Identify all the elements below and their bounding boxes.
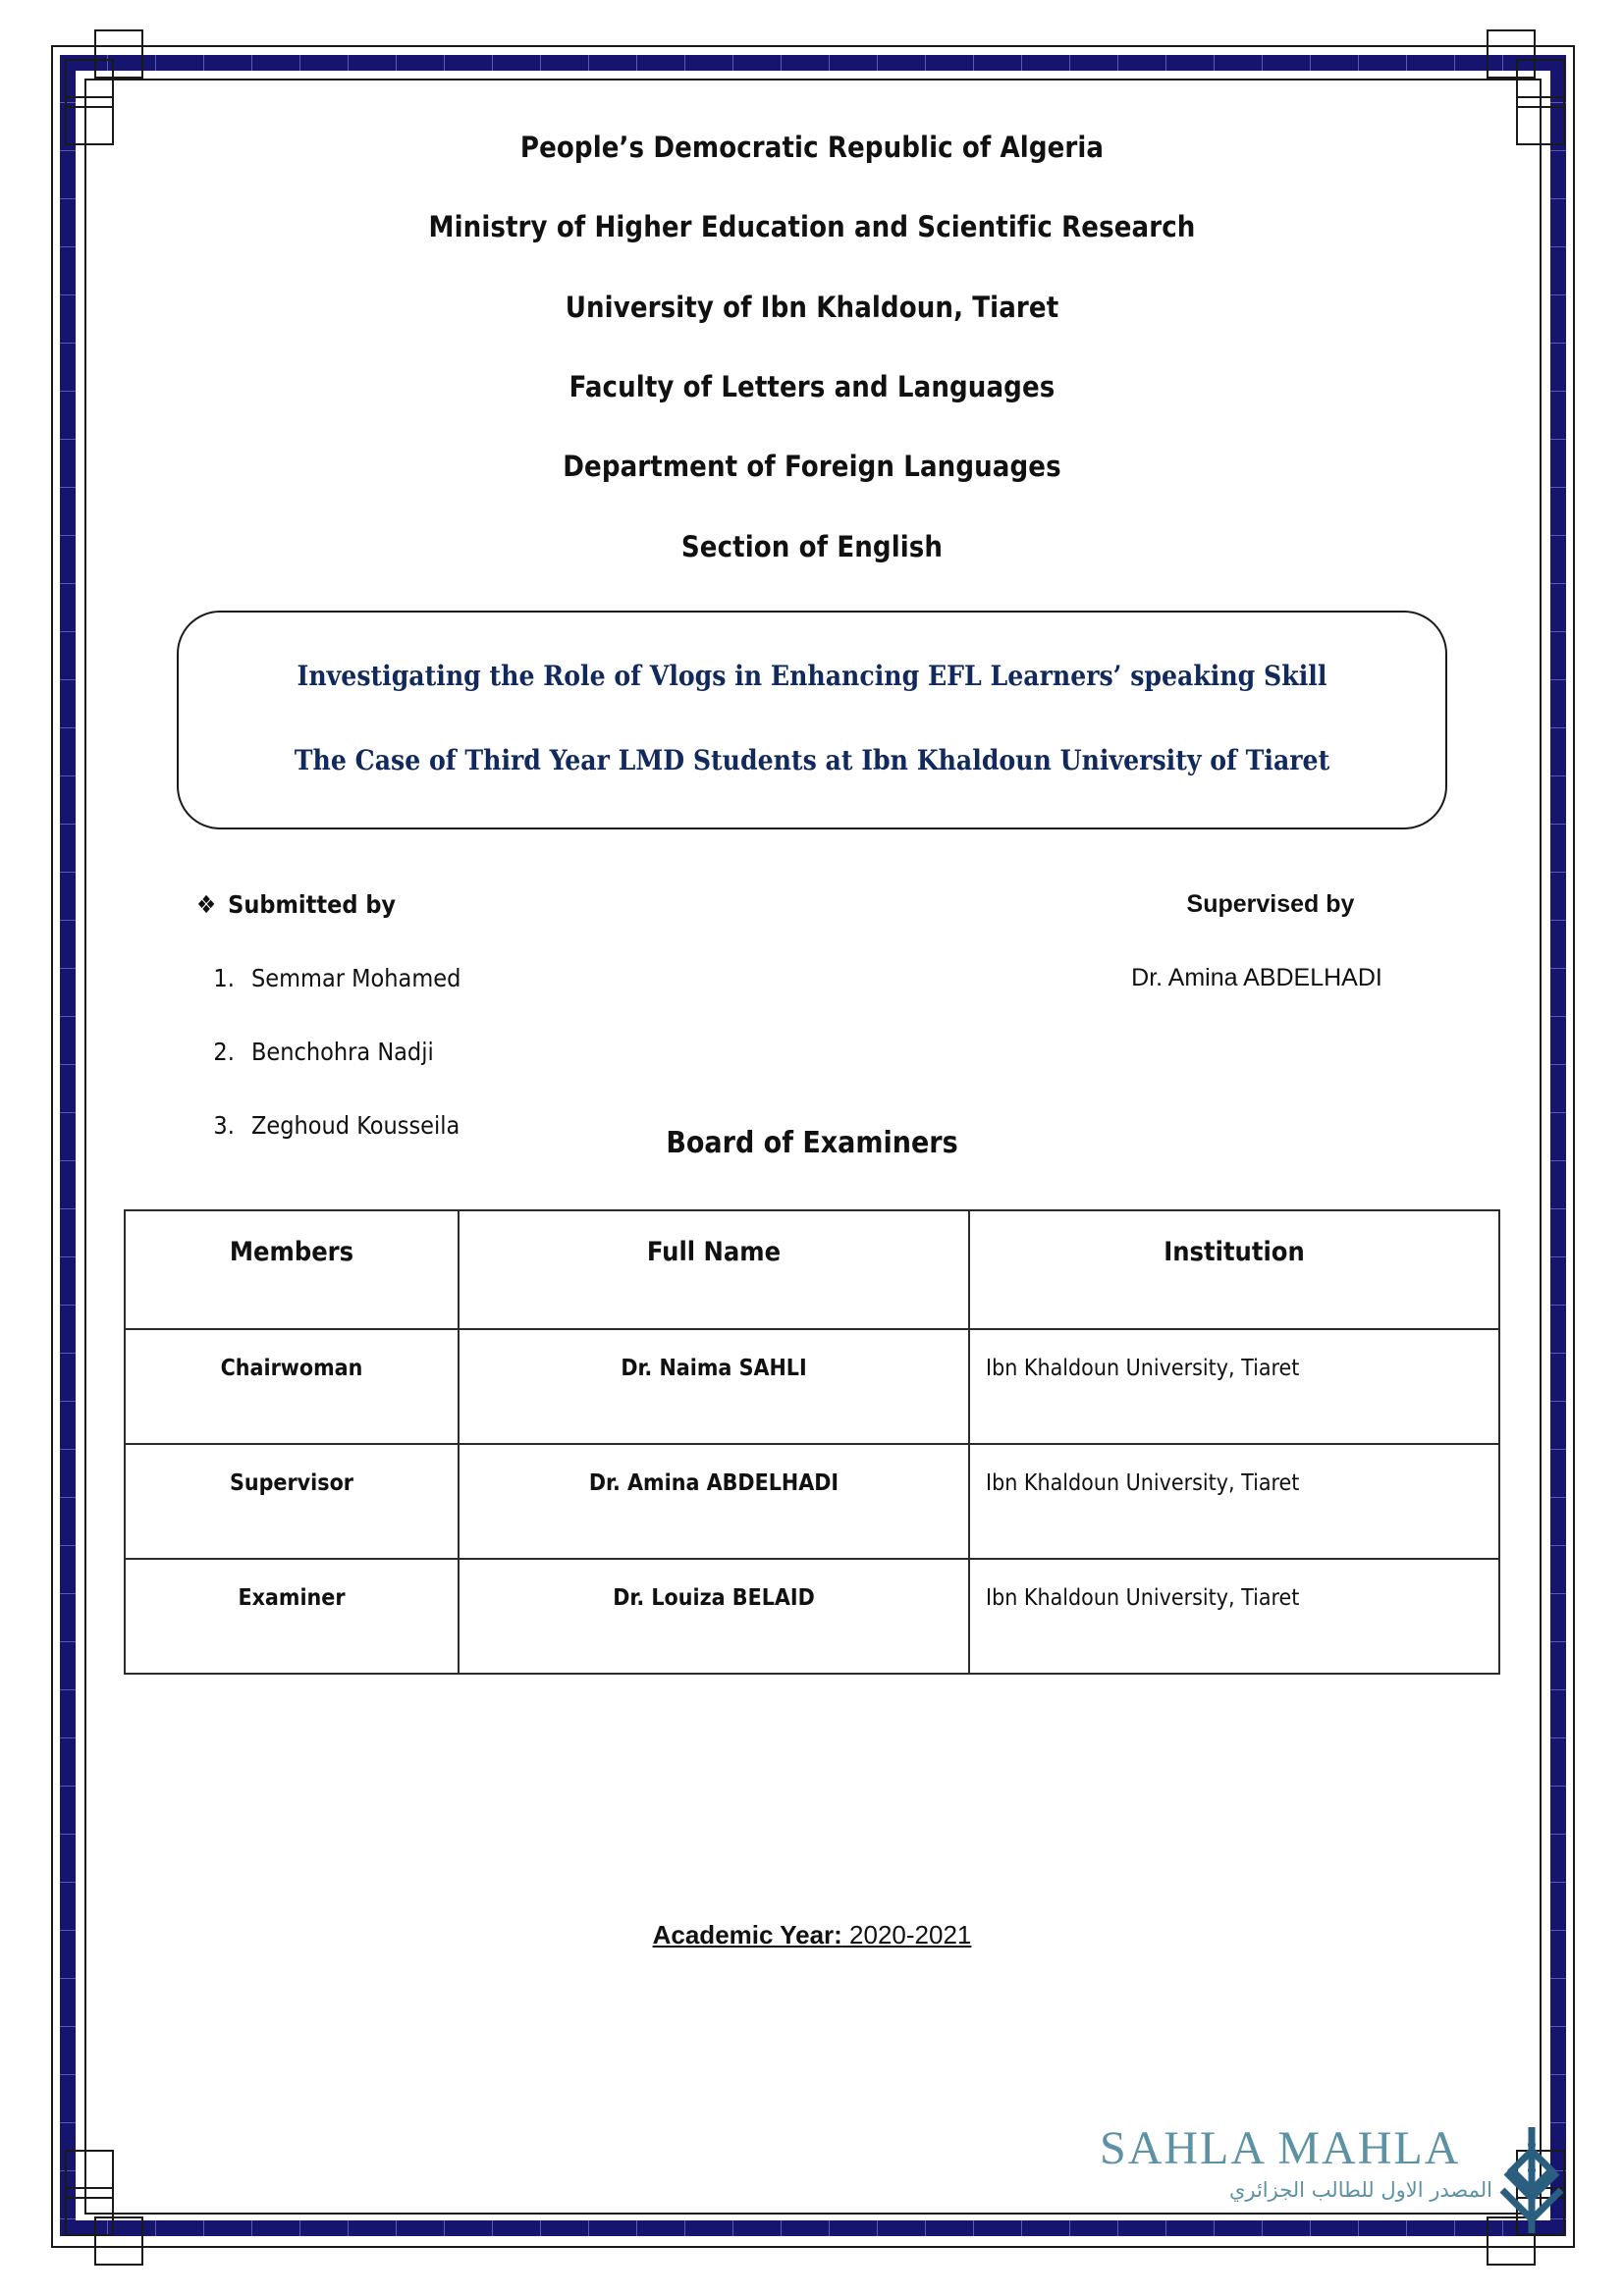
student-list [196,964,825,1140]
academic-year-label: Academic Year: [652,1920,842,1950]
watermark-arabic-tagline: المصدر الاول للطالب الجزائري [1228,2178,1492,2202]
cell-institution: Ibn Khaldoun University, Tiaret [969,1444,1499,1559]
sahla-mahla-logo-icon [1485,2121,1579,2244]
list-item [242,964,825,992]
table-row [125,1329,1499,1444]
cell-full-name: Dr. Naima SAHLI [459,1329,969,1444]
corner-square-tl-b [94,29,143,79]
cell-full-name: Dr. Amina ABDELHADI [459,1444,969,1559]
cell-member: Chairwoman [125,1329,459,1444]
cell-member: Supervisor [125,1444,459,1559]
supervised-by-label: Supervised by [1186,890,1355,919]
border-rule-outer-left [51,45,53,2248]
board-of-examiners-title: Board of Examiners [666,1126,958,1161]
sahla-mahla-watermark [1100,2122,1561,2243]
cell-member: Examiner [125,1559,459,1674]
border-rule-outer-right [1573,45,1575,2248]
corner-square-tr-b [1487,29,1536,79]
list-item [242,1111,825,1140]
border-rule-outer-bottom [51,2246,1575,2248]
contributors-section [108,890,1516,1141]
thesis-title-subtitle: The Case of Third Year LMD Students at Ibn Khaldoun University of Tiaret [294,743,1330,776]
table-row [125,1559,1499,1674]
cell-institution: Ibn Khaldoun University, Tiaret [969,1329,1499,1444]
student-name: Benchohra Nadji [251,1038,434,1067]
supervised-by-column [1021,890,1492,992]
academic-year-value: 2020-2021 [849,1920,972,1950]
institution-line-university: University of Ibn Khaldoun, Tiaret [565,290,1059,324]
border-band-right [1550,55,1566,2236]
institution-line-faculty: Faculty of Letters and Languages [568,370,1056,404]
corner-square-tr-c [1516,96,1565,145]
corner-square-tr-a [1516,59,1565,108]
submitted-by-heading [196,890,825,919]
corner-square-bl-a [65,2187,114,2236]
corner-square-bl-b [94,2216,143,2266]
student-name: Zeghoud Kousseila [251,1111,460,1141]
border-rule-inner-left [84,79,86,2215]
submitted-by-label: Submitted by [228,890,397,920]
submitted-by-column [196,890,825,1185]
column-header-members: Members [125,1210,459,1329]
column-header-full-name: Full Name [459,1210,969,1329]
list-item [242,1038,825,1066]
watermark-brand-text: SAHLA MAHLA [1100,2122,1461,2174]
column-header-institution: Institution [969,1210,1499,1329]
diamond-bullet-icon: ❖ [196,890,217,920]
table-row [125,1444,1499,1559]
border-rule-outer-top [51,45,1575,47]
corner-square-bl-c [65,2150,114,2199]
institution-line-department: Department of Foreign Languages [563,450,1061,484]
thesis-title-box [177,611,1447,829]
border-band-top [60,55,1566,71]
student-name: Semmar Mohamed [251,964,461,993]
institution-line-section: Section of English [680,529,944,563]
institution-line-country: People’s Democratic Republic of Algeria [519,131,1105,164]
table-header-row [125,1210,1499,1329]
border-rule-inner-top [84,79,1542,80]
cell-full-name: Dr. Louiza BELAID [459,1559,969,1674]
corner-square-tl-c [65,96,114,145]
cell-institution: Ibn Khaldoun University, Tiaret [969,1559,1499,1674]
supervisor-name: Dr. Amina ABDELHADI [1131,964,1382,992]
border-rule-inner-right [1540,79,1542,2215]
corner-square-tl-a [65,59,114,108]
academic-year-line [108,1920,1516,1950]
thesis-title-main: Investigating the Role of Vlogs in Enhancing EFL Learners’ speaking Skill [297,660,1327,693]
document-content [108,108,1516,1950]
institution-line-ministry: Ministry of Higher Education and Scientific Research [428,210,1196,244]
border-band-left [60,55,76,2236]
board-of-examiners-table [124,1209,1500,1675]
